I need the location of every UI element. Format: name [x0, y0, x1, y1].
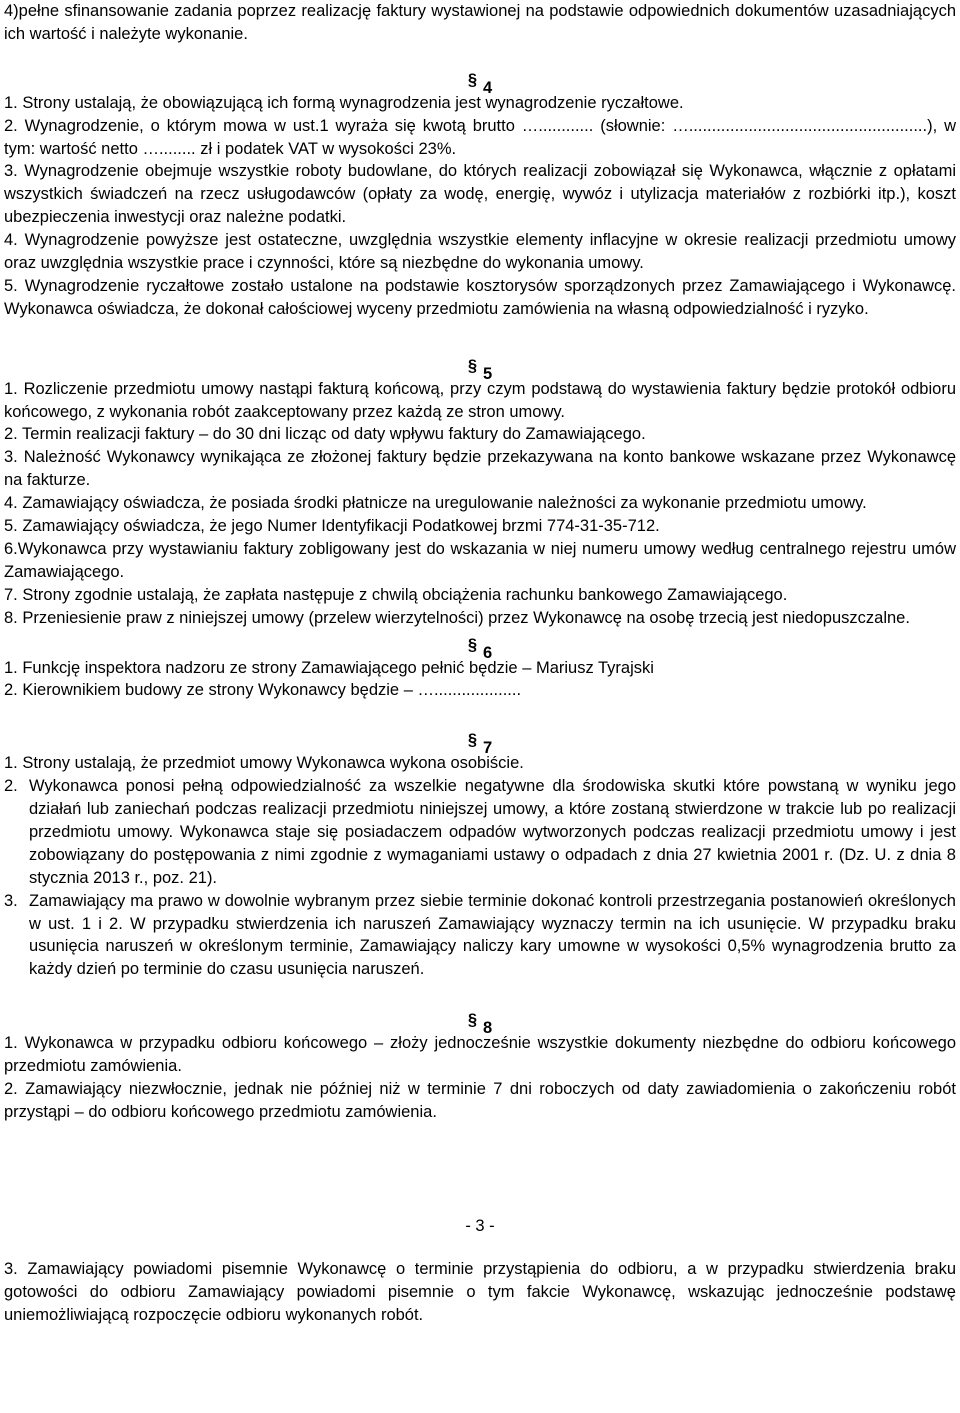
paragraph: 2. Zamawiający niezwłocznie, jednak nie później niż w terminie 7 dni roboczych od daty zawiadomienia o zakończeniu robót przystąpi – do odbioru końcowego przedmiotu zamówienia.	[4, 1079, 956, 1121]
section-number: 7	[483, 739, 493, 758]
section-number: 5	[483, 364, 493, 383]
section-number: 4	[483, 78, 493, 97]
section-heading-8	[4, 1009, 956, 1038]
hanging-text: Zamawiający ma prawo w dowolnie wybranym przez siebie terminie dokonać kontroli przestrzegania postanowień określonych w ust. 1 i 2. W przypadku stwierdzenia ich naruszeń Zamawiający wyznaczy termin na ich usunięcie. W przypadku braku usunięcia naruszeń w określonym terminie, Zamawiający naliczy kary umowne w wysokości 0,5% wynagrodzenia brutto za każdy dzień po terminie do czasu usunięcia naruszeń.	[29, 891, 956, 979]
paragraph: 4. Wynagrodzenie powyższe jest ostateczne, uwzględnia wszystkie elementy inflacyjne w okresie realizacji przedmiotu umowy oraz uwzględnia wszystkie prace i czynności, które są niezbędne do wykonania umowy.	[4, 231, 956, 273]
paragraph: 3. Należność Wykonawcy wynikająca ze złożonej faktury będzie przekazywana na konto bankowe wskazane przez Wykonawcę na fakturze.	[4, 448, 956, 490]
paragraph: 7. Strony zgodnie ustalają, że zapłata następuje z chwilą obciążenia rachunku bankowego Zamawiającego.	[4, 585, 788, 604]
section-heading-5	[4, 355, 956, 383]
paragraph: 1. Strony ustalają, że obowiązującą ich formą wynagrodzenia jest wynagrodzenie ryczałtowe.	[4, 93, 684, 112]
paragraph: 8. Przeniesienie praw z niniejszej umowy (przelew wierzytelności) przez Wykonawcę na osobę trzecią jest niedopuszczalne.	[4, 608, 910, 627]
paragraph: 5. Wynagrodzenie ryczałtowe zostało ustalone na podstawie kosztorysów sporządzonych przez Zamawiającego i Wykonawcę. Wykonawca oświadcza, że dokonał całościowej wyceny przedmiotu zamówienia na własną odpowiedzialność i ryzyko.	[4, 276, 956, 318]
paragraph: 1. Funkcję inspektora nadzoru ze strony Zamawiającego pełnić będzie – Mariusz Tyrajski	[4, 658, 654, 677]
hanging-number: 3.	[4, 891, 18, 910]
section-heading-7	[4, 729, 956, 758]
section-heading-4	[4, 69, 956, 97]
section-number: 6	[483, 643, 493, 662]
section-symbol: §	[467, 1011, 477, 1030]
paragraph: 2. Wynagrodzenie, o którym mowa w ust.1 wyraża się kwotą brutto …............ (słownie: …....................................................), w tym: wartość netto …........ zł i podatek VAT w wysokości 23%.	[4, 116, 956, 158]
section-number: 8	[483, 1019, 493, 1038]
paragraph: 1. Strony ustalają, że przedmiot umowy Wykonawca wykona osobiście.	[4, 754, 524, 773]
page-number: - 3 -	[465, 1216, 495, 1235]
paragraph: 5. Zamawiający oświadcza, że jego Numer Identyfikacji Podatkowej brzmi 774-31-35-712.	[4, 517, 660, 536]
paragraph: 2. Kierownikiem budowy ze strony Wykonawcy będzie – …...................	[4, 681, 522, 700]
hanging-text: Wykonawca ponosi pełną odpowiedzialność za wszelkie negatywne dla środowiska skutki które powstaną w wyniku jego działań lub zaniechań podczas realizacji przedmiotu niniejszej umowy, a które zostaną stwierdzone w trakcie lub po realizacji przedmiotu umowy. Wykonawca staje się posiadaczem odpadów wytworzonych podczas realizacji przedmiotu umowy i jest zobowiązany do postępowania z nimi zgodnie z wymaganiami ustawy o odpadach z dnia 27 kwietnia 2001 r. (Dz. U. z dnia 8 stycznia 2013 r., poz. 21).	[29, 777, 956, 887]
hanging-paragraph	[4, 775, 956, 890]
paragraph: 3. Wynagrodzenie obejmuje wszystkie roboty budowlane, do których realizacji zobowiązał się Wykonawca, włącznie z opłatami wszystkich świadczeń na rzecz usługodawców (opłaty za wodę, energię, wywóz i utylizacja materiałów z rozbiórki itp.), koszt ubezpieczenia inwestycji oraz należne podatki.	[4, 162, 956, 227]
section-symbol: §	[467, 635, 477, 654]
hanging-paragraph	[4, 890, 956, 982]
intro-paragraph: 4)pełne sfinansowanie zadania poprzez realizację faktury wystawionej na podstawie odpowiednich dokumentów uzasadniających ich wartość i należyte wykonanie.	[4, 2, 956, 43]
section-symbol: §	[467, 356, 477, 375]
document-page	[4, 0, 956, 1326]
section-symbol: §	[467, 70, 477, 89]
section-heading-6	[4, 634, 956, 662]
paragraph: 2. Termin realizacji faktury – do 30 dni licząc od daty wpływu faktury do Zamawiającego.	[4, 425, 646, 444]
next-page-paragraph: 3. Zamawiający powiadomi pisemnie Wykonawcę o terminie przystąpienia do odbioru, a w przypadku stwierdzenia braku gotowości do odbioru Zamawiający powiadomi pisemnie o tym fakcie Wykonawcę, wskazując jednocześnie podstawę uniemożliwiającą rozpoczęcie odbioru wykonanych robót.	[4, 1259, 956, 1324]
section-symbol: §	[467, 731, 477, 750]
paragraph: 1. Rozliczenie przedmiotu umowy nastąpi fakturą końcową, przy czym podstawą do wystawienia faktury będzie protokół odbioru końcowego, z wykonania robót zaakceptowany przez każdą ze stron umowy.	[4, 379, 956, 421]
paragraph: 4. Zamawiający oświadcza, że posiada środki płatnicze na uregulowanie należności za wykonanie przedmiotu umowy.	[4, 494, 867, 513]
paragraph: 1. Wykonawca w przypadku odbioru końcowego – złoży jednocześnie wszystkie dokumenty niezbędne do odbioru końcowego przedmiotu zamówienia.	[4, 1034, 956, 1076]
paragraph: 6.Wykonawca przy wystawianiu faktury zobligowany jest do wskazania w niej numeru umowy według centralnego rejestru umów Zamawiającego.	[4, 540, 956, 581]
hanging-number: 2.	[4, 777, 18, 796]
